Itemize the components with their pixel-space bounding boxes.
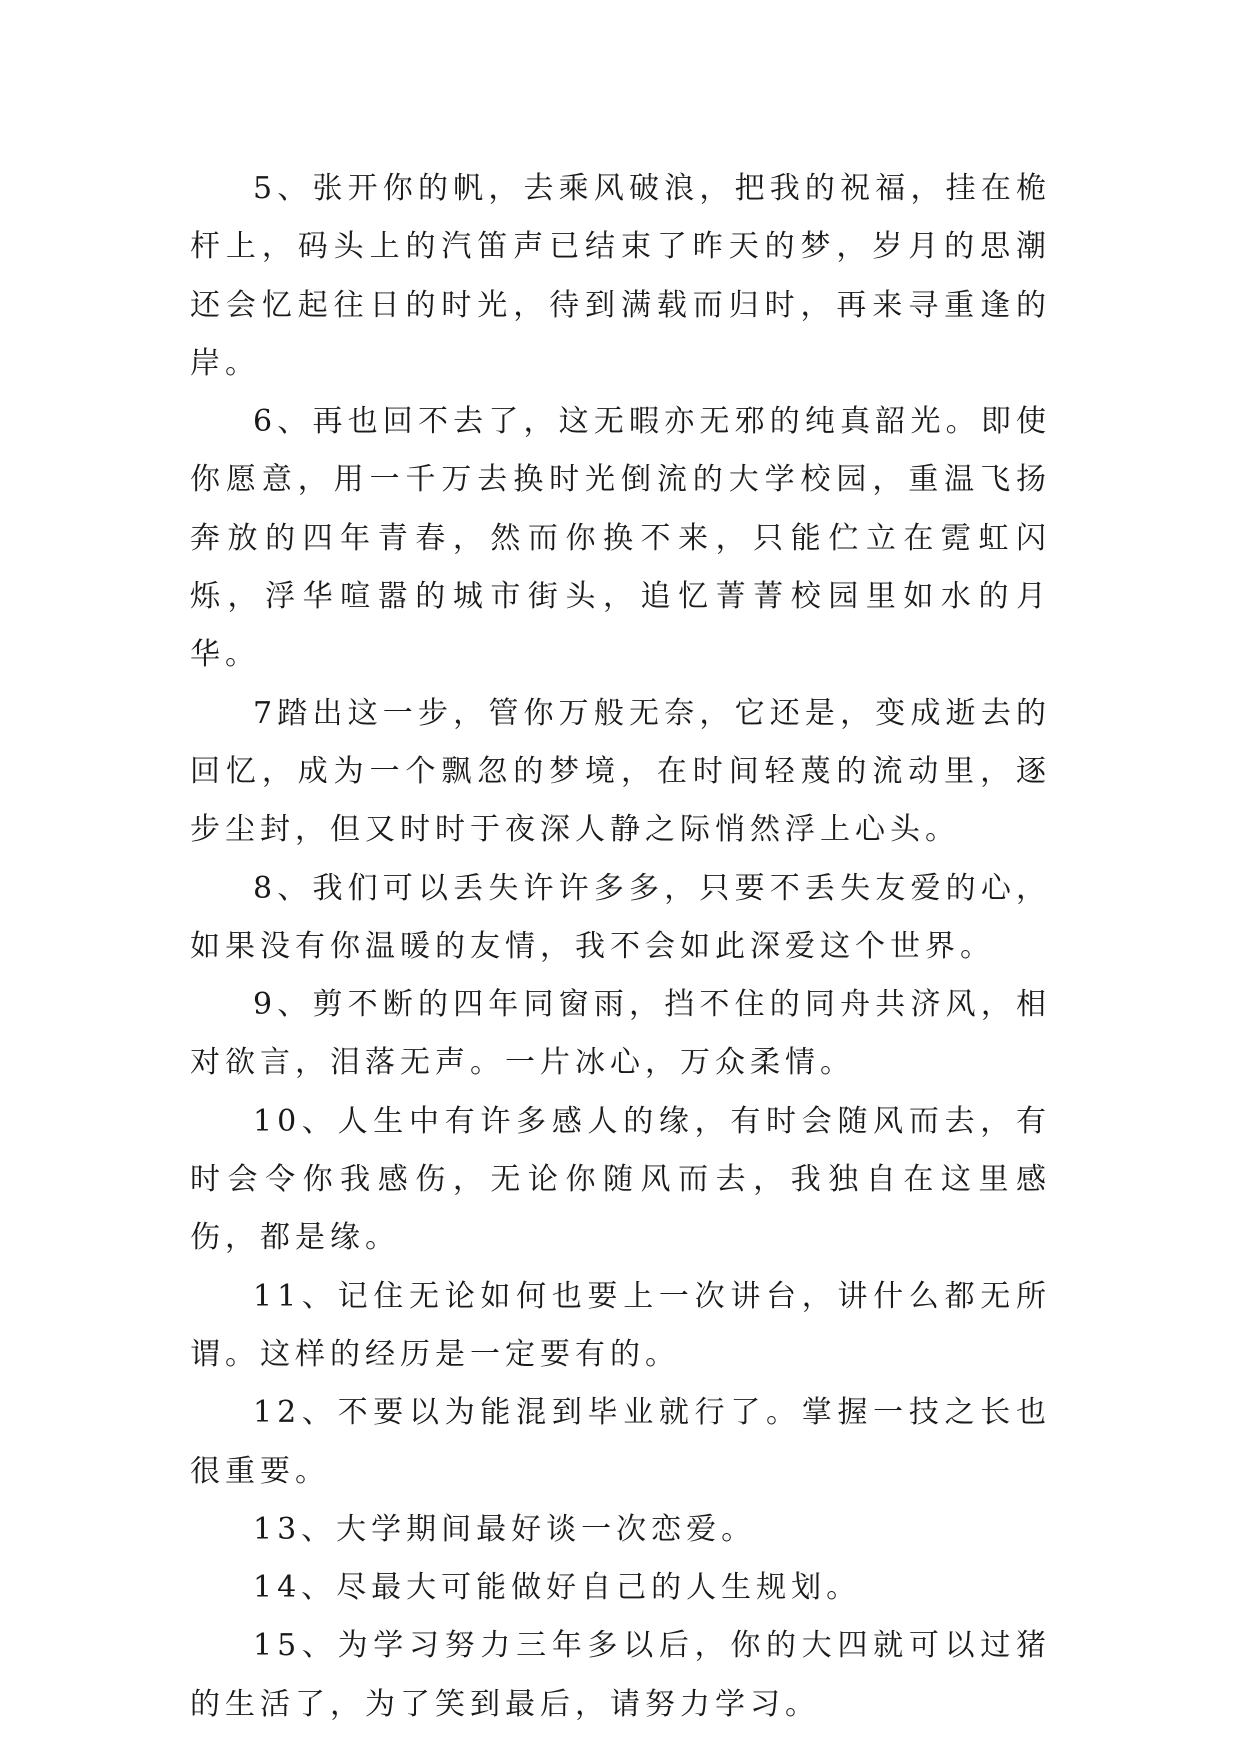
paragraph-item-12: 12、不要以为能混到毕业就行了。掌握一技之长也很重要。: [190, 1395, 1051, 1489]
paragraph-item-5: 5、张开你的帆，去乘风破浪，把我的祝福，挂在桅杆上，码头上的汽笛声已结束了昨天的梦，岁月的思潮还会忆起往日的时光，待到满载而归时，再来寻重逢的岸。: [190, 171, 1051, 381]
paragraph-item-6: 6、再也回不去了，这无暇亦无邪的纯真韶光。即使你愿意，用一千万去换时光倒流的大学校园，重温飞扬奔放的四年青春，然而你换不来，只能伫立在霓虹闪烁，浮华喧嚣的城市街头，追忆菁菁校园里如水的月华。: [190, 404, 1051, 673]
paragraph-item-10: 10、人生中有许多感人的缘，有时会随风而去，有时会令你我感伤，无论你随风而去，我独自在这里感伤，都是缘。: [190, 1103, 1051, 1256]
paragraph-item-9: 9、剪不断的四年同窗雨，挡不住的同舟共济风，相对欲言，泪落无声。一片冰心，万众柔情。: [190, 987, 1051, 1081]
paragraph-item-13: 13、大学期间最好谈一次恋爱。: [253, 1511, 757, 1547]
paragraph-item-14: 14、尽最大可能做好自己的人生规划。: [253, 1570, 862, 1606]
paragraph-item-7: 7踏出这一步，管你万般无奈，它还是，变成逝去的回忆，成为一个飘忽的梦境，在时间轻蔑的流动里，逐步尘封，但又时时于夜深人静之际悄然浮上心头。: [190, 695, 1051, 848]
paragraph-item-8: 8、我们可以丢失许许多多，只要不丢失友爱的心，如果没有你温暖的友情，我不会如此深爱这个世界。: [190, 870, 1051, 964]
document-body: [190, 160, 1051, 1734]
paragraph-item-11: 11、记住无论如何也要上一次讲台，讲什么都无所谓。这样的经历是一定要有的。: [190, 1278, 1051, 1372]
paragraph-item-15: 15、为学习努力三年多以后，你的大四就可以过猪的生活了，为了笑到最后，请努力学习。: [190, 1628, 1051, 1722]
